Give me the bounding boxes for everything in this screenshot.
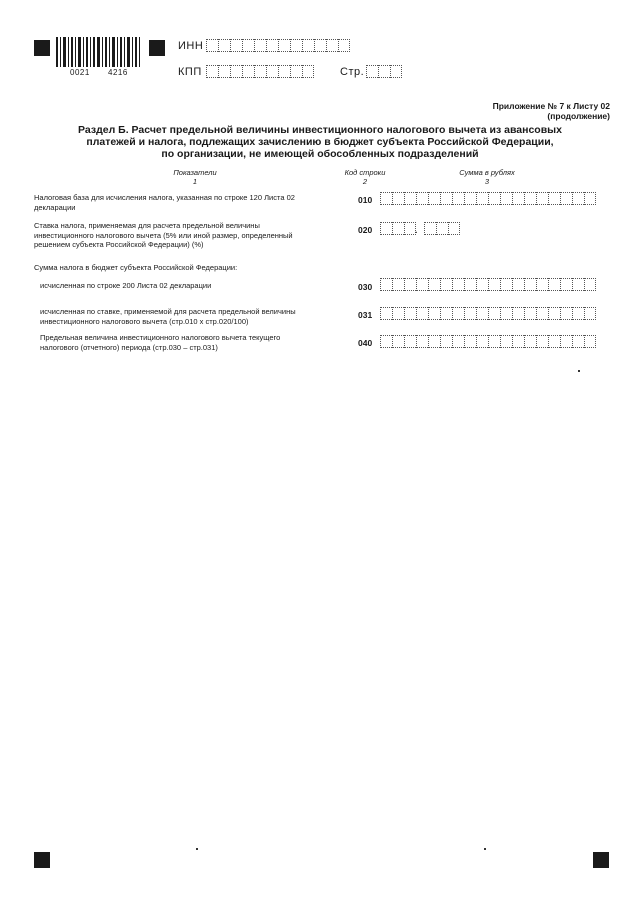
row-030-text-line1: исчисленная по строке 200 Листа 02 декларации <box>40 281 212 290</box>
scan-speck-right <box>578 370 580 372</box>
row-031-amount-field[interactable] <box>380 307 596 320</box>
row-020-decimal-separator: . <box>415 225 418 235</box>
column-header-indicators-num: 1 <box>192 177 198 186</box>
kpp-field[interactable] <box>206 65 314 78</box>
section-title <box>70 124 570 160</box>
row-010-text-line1: Налоговая база для исчисления налога, указанная по строке 120 Листа 02 <box>34 193 295 202</box>
row-040-amount-field[interactable] <box>380 335 596 348</box>
scan-speck-bottom-right <box>484 848 486 850</box>
row-040-text-line2: налогового (отчетного) периода (стр.030 – стр.031) <box>40 342 218 352</box>
kpp-label: КПП <box>178 66 202 78</box>
column-header-code <box>338 168 392 186</box>
row-020-code: 020 <box>358 225 373 235</box>
barcode-number-right: 4216 <box>108 68 128 77</box>
row-030-code: 030 <box>358 282 373 292</box>
page-label: Стр. <box>340 66 365 78</box>
tax-amount-group-heading: Сумма налога в бюджет субъекта Российской Федерации: <box>34 263 238 272</box>
row-020-description <box>34 221 344 250</box>
column-header-code-num: 2 <box>362 177 368 186</box>
row-010-amount-field[interactable] <box>380 192 596 205</box>
row-010-text-line2: декларации <box>34 202 76 212</box>
page-number-field[interactable] <box>366 65 402 78</box>
registration-marker-top-left <box>34 40 50 56</box>
row-010-code: 010 <box>358 195 373 205</box>
registration-marker-bottom-right <box>593 852 609 868</box>
row-031-text-line2: инвестиционного налогового вычета (стр.010 х стр.020/100) <box>40 316 249 326</box>
column-header-amount-label: Сумма в рублях <box>459 168 515 177</box>
column-header-indicators-label: Показатели <box>173 168 217 177</box>
row-020-text-line1: Ставка налога, применяемая для расчета предельной величины <box>34 221 260 230</box>
section-title-line3: по организации, не имеющей обособленных подразделений <box>161 148 479 160</box>
row-020-rate-fraction-field[interactable] <box>424 222 460 235</box>
row-040-text-line1: Предельная величина инвестиционного налогового вычета текущего <box>40 333 281 342</box>
row-031-description <box>40 307 344 326</box>
column-header-code-label: Код строки <box>344 168 386 177</box>
row-010-description <box>34 193 344 212</box>
row-020-text-line2: инвестиционного налогового вычета (5% или иной размер, определенный <box>34 230 293 240</box>
row-020-rate-integer-field[interactable] <box>380 222 416 235</box>
section-title-line1: Раздел Б. Расчет предельной величины инвестиционного налогового вычета из авансовых <box>78 124 562 136</box>
inn-label: ИНН <box>178 40 204 52</box>
appendix-reference-line1: Приложение № 7 к Листу 02 <box>492 101 610 111</box>
inn-field[interactable] <box>206 39 350 52</box>
barcode-number-left: 0021 <box>70 68 90 77</box>
registration-marker-bottom-left <box>34 852 50 868</box>
row-031-code: 031 <box>358 310 373 320</box>
row-040-description <box>40 333 344 352</box>
section-title-line2: платежей и налога, подлежащих зачислению в бюджет субъекта Российской Федерации, <box>86 136 554 148</box>
registration-marker-top-mid <box>149 40 165 56</box>
column-header-amount-num: 3 <box>484 177 490 186</box>
row-031-text-line1: исчисленная по ставке, применяемой для расчета предельной величины <box>40 307 296 316</box>
barcode-image <box>56 37 140 67</box>
row-040-code: 040 <box>358 338 373 348</box>
row-030-description <box>40 281 344 291</box>
appendix-reference-line2: (продолжение) <box>547 111 610 121</box>
row-030-amount-field[interactable] <box>380 278 596 291</box>
column-header-amount <box>440 168 534 186</box>
row-020-text-line3: решением субъекта Российской Федерации) (%) <box>34 240 204 249</box>
column-header-indicators <box>150 168 240 186</box>
scan-speck-bottom-left <box>196 848 198 850</box>
